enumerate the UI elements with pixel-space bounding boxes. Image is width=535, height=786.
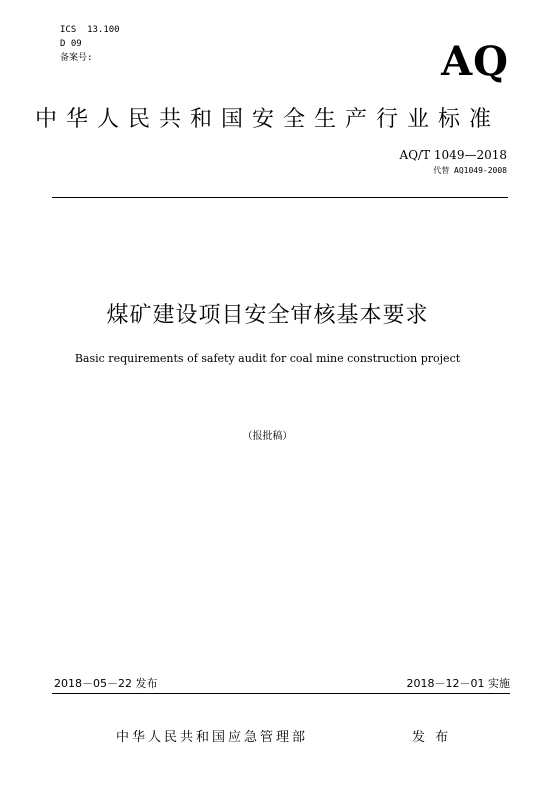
aq-logo: AQ [441, 38, 509, 85]
publish-date: 2018－05－22 发布 [54, 677, 158, 690]
standard-category-title: 中华人民共和国安全生产行业标准 [34, 107, 500, 132]
replaces-standard: 代替 AQ1049-2008 [433, 166, 507, 175]
document-title: 煤矿建设项目安全审核基本要求 [106, 303, 429, 328]
header-divider [52, 197, 508, 198]
draft-status: （报批稿） [242, 431, 293, 442]
classification-code: D 09 [60, 39, 82, 49]
footer-divider [52, 693, 510, 694]
issue-action: 发 布 [412, 730, 452, 745]
standard-code: AQ/T 1049—2018 [399, 148, 507, 162]
document-title-english: Basic requirements of safety audit for coal mine construction project [74, 352, 461, 365]
issuing-authority: 中华人民共和国应急管理部 [116, 730, 309, 745]
effective-date: 2018－12－01 实施 [406, 677, 510, 690]
record-number-label: 备案号: [60, 53, 93, 63]
ics-code: ICS 13.100 [60, 25, 120, 35]
